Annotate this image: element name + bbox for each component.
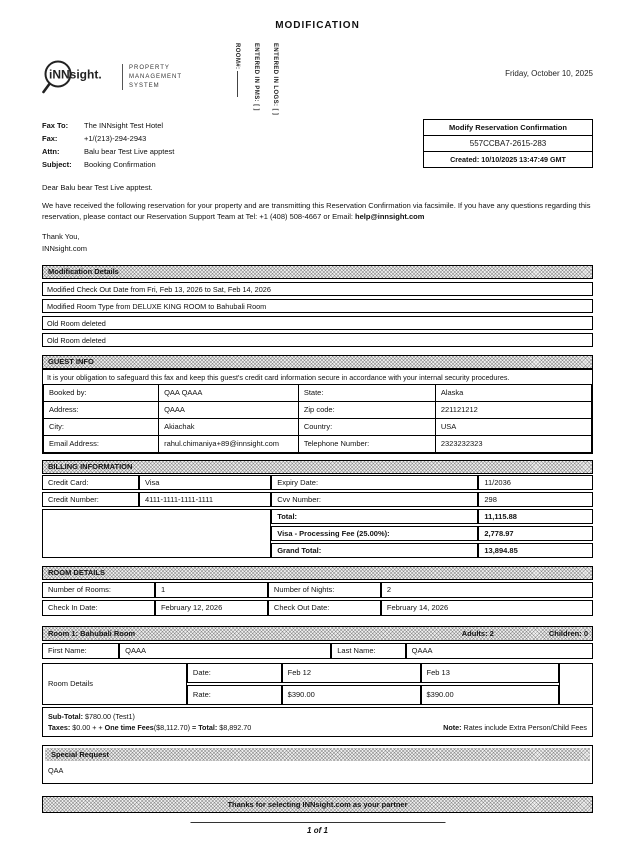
billing-information-title: BILLING INFORMATION [48, 462, 133, 471]
subtotal-label: Sub-Total: [48, 711, 85, 721]
attn-label: Attn: [42, 147, 60, 156]
room1-subtotal-box [42, 707, 593, 737]
magnifier-logo-icon [42, 59, 120, 95]
special-request-box [42, 745, 593, 784]
entry-stamps [234, 43, 278, 115]
logo-tagline [129, 64, 182, 91]
city-value: Akiachak [159, 418, 299, 435]
body-paragraph [42, 200, 593, 223]
footer-divider [190, 822, 445, 823]
total-label: Total: [271, 509, 478, 524]
room-details-table [42, 580, 593, 618]
credit-card-value: Visa [139, 475, 271, 490]
fax-to-label: Fax To: [42, 121, 69, 130]
entered-in-pms-stamp: ENTERED IN PMS: [ ] [253, 43, 260, 111]
room1-name-table [42, 641, 593, 661]
city-label: City: [44, 418, 159, 435]
number-of-nights-value: 2 [381, 582, 593, 598]
room-total-label: = Total: [192, 722, 220, 732]
credit-card-label: Credit Card: [42, 475, 139, 490]
room-total-value: $8,892.70 [219, 722, 252, 732]
room1-title: Room 1: Bahubali Room [48, 628, 136, 638]
address-value: QAAA [159, 401, 299, 418]
attn-row [42, 145, 174, 158]
room1-header [42, 626, 593, 641]
innsight-logo [42, 59, 182, 95]
security-note: It is your obligation to safeguard this fax and keep this guest's credit card information secure in accordance with your internal security procedures. [47, 372, 510, 382]
letter-closing [42, 231, 593, 255]
guest-info-header [42, 355, 593, 369]
guest-info-title: GUEST INFO [48, 357, 94, 366]
special-request-header [45, 748, 590, 761]
check-out-date-value: February 14, 2026 [381, 600, 593, 616]
subject-label: Subject: [42, 160, 72, 169]
email-label: Email Address: [44, 435, 159, 452]
number-of-rooms-label: Number of Rooms: [42, 582, 155, 598]
rate-empty-cell [559, 663, 593, 705]
page-footer [190, 822, 445, 835]
rate-value-night2: $390.00 [421, 685, 560, 705]
one-time-fees-value: ($8,112.70) [153, 722, 192, 732]
grand-total-value: 13,894.85 [478, 543, 593, 558]
confirmation-number: 557CCBA7-2615-283 [424, 136, 592, 152]
table-row [44, 435, 592, 452]
room-details-title: ROOM DETAILS [48, 568, 105, 577]
confirmation-created: Created: 10/10/2025 13:47:49 GMT [450, 155, 566, 164]
guest-email-value[interactable]: rahul.chimaniya+89@innsight.com [159, 435, 299, 452]
attn-value: Balu bear Test Live apptest [84, 147, 175, 156]
modification-row: Modified Check Out Date from Fri, Feb 13, 2026 to Sat, Feb 14, 2026 [42, 282, 593, 296]
fax-info [42, 119, 174, 171]
fax-to-row [42, 119, 174, 132]
subject-row [42, 158, 174, 171]
rate-row-label: Rate: [187, 685, 282, 705]
last-name-label: Last Name: [331, 643, 405, 659]
check-out-date-label: Check Out Date: [268, 600, 381, 616]
confirmation-box [423, 119, 593, 168]
date-value-night1: Feb 12 [282, 663, 421, 683]
room-details-header [42, 566, 593, 580]
table-row [44, 418, 592, 435]
subtotal-lines [48, 711, 251, 733]
total-value: 11,115.88 [478, 509, 593, 524]
expiry-date-value: 11/2036 [478, 475, 593, 490]
zip-value: 221121212 [435, 401, 591, 418]
number-of-nights-label: Number of Nights: [268, 582, 381, 598]
booked-by-label: Booked by: [44, 384, 159, 401]
cvv-value: 298 [478, 492, 593, 507]
body-text: We have received the following reservation for your property and are transmitting this Reservation Confirmation via facsimile. If you have any questions regarding this reservation, please contact our Reservation Support Team at Tel: +1 (408) 508-4667 or Email: [42, 201, 591, 222]
processing-fee-value: 2,778.97 [478, 526, 593, 541]
signature-text: INNsight.com [42, 243, 88, 253]
guest-info-box [42, 369, 593, 454]
subtotal-value: $780.00 (Test1) [85, 711, 135, 721]
special-request-title: Special Request [51, 749, 109, 759]
guest-info-table [43, 384, 592, 453]
rates-note-label: Note: [443, 722, 464, 732]
fax-number-row [42, 132, 174, 145]
first-name-label: First Name: [42, 643, 119, 659]
subject-value: Booking Confirmation [84, 160, 156, 169]
taxes-line [48, 722, 251, 733]
billing-table [42, 475, 593, 558]
cvv-label: Cvv Number: [271, 492, 478, 507]
fax-number-value: +1/(213)-294-2943 [84, 134, 147, 143]
billing-empty-cell [42, 509, 271, 558]
support-email-link[interactable]: help@innsight.com [355, 212, 425, 222]
tagline-line: PROPERTY [129, 64, 170, 71]
one-time-fees-label: One time Fees [104, 722, 154, 732]
table-row [44, 401, 592, 418]
first-name-value: QAAA [119, 643, 331, 659]
fax-header-block [42, 119, 593, 171]
date-row-label: Date: [187, 663, 282, 683]
booked-by-value: QAA QAAA [159, 384, 299, 401]
tagline-line: SYSTEM [129, 82, 160, 89]
rates-note [443, 722, 587, 733]
room-details-cell: Room Details [42, 663, 187, 705]
tagline-line: MANAGEMENT [129, 73, 183, 80]
subtotal-line [48, 711, 251, 722]
country-label: Country: [298, 418, 435, 435]
credit-number-label: Credit Number: [42, 492, 139, 507]
logo-brand-text: iNNsight. [49, 67, 102, 82]
taxes-label: Taxes: [48, 722, 73, 732]
address-label: Address: [44, 401, 159, 418]
special-request-value: QAA [48, 765, 64, 775]
document-header [42, 43, 593, 116]
document-date: Friday, October 10, 2025 [505, 69, 593, 78]
page-title: MODIFICATION [275, 20, 360, 31]
country-value: USA [435, 418, 591, 435]
table-row [42, 643, 593, 659]
modification-row: Old Room deleted [42, 333, 593, 347]
table-row [42, 582, 593, 598]
expiry-date-label: Expiry Date: [271, 475, 478, 490]
room-number-label: ROOM#: [234, 43, 241, 70]
room1-rate-table [42, 663, 593, 705]
entered-in-logs-stamp: ENTERED IN LOGS: [ ] [272, 43, 279, 116]
check-in-date-value: February 12, 2026 [155, 600, 268, 616]
date-value-night2: Feb 13 [421, 663, 560, 683]
modification-details-title: Modification Details [48, 267, 119, 276]
page-number: 1 of 1 [307, 826, 328, 835]
table-row [42, 600, 593, 616]
salutation: Dear Balu bear Test Live apptest. [42, 183, 153, 192]
logo-divider [122, 64, 123, 90]
modification-row: Modified Room Type from DELUXE KING ROOM to Bahubali Room [42, 299, 593, 313]
telephone-value: 2323232323 [435, 435, 591, 452]
number-of-rooms-value: 1 [155, 582, 268, 598]
modification-row: Old Room deleted [42, 316, 593, 330]
thanks-banner [42, 796, 593, 813]
rate-value-night1: $390.00 [282, 685, 421, 705]
credit-number-value: 4111-1111-1111-1111 [139, 492, 271, 507]
last-name-value: QAAA [406, 643, 593, 659]
room1-children: Children: 0 [548, 628, 588, 638]
state-value: Alaska [435, 384, 591, 401]
room-number-stamp [234, 43, 240, 115]
fax-to-value: The INNsight Test Hotel [84, 121, 164, 130]
billing-information-header [42, 460, 593, 474]
confirmation-box-title: Modify Reservation Confirmation [424, 120, 592, 136]
taxes-value: $0.00 + + [72, 722, 105, 732]
thanks-banner-text: Thanks for selecting INNsight.com as your partner [227, 799, 408, 809]
zip-label: Zip code: [298, 401, 435, 418]
state-label: State: [298, 384, 435, 401]
check-in-date-label: Check In Date: [42, 600, 155, 616]
room-number-blank-line [237, 71, 238, 97]
processing-fee-label: Visa - Processing Fee (25.00%): [271, 526, 478, 541]
grand-total-label: Grand Total: [271, 543, 478, 558]
table-row [44, 384, 592, 401]
room1-adults: Adults: 2 [461, 628, 494, 638]
rates-note-value: Rates include Extra Person/Child Fees [463, 722, 587, 732]
closing-text: Thank You, [42, 231, 80, 241]
fax-number-label: Fax: [42, 134, 58, 143]
telephone-label: Telephone Number: [298, 435, 435, 452]
modification-details-header [42, 265, 593, 279]
